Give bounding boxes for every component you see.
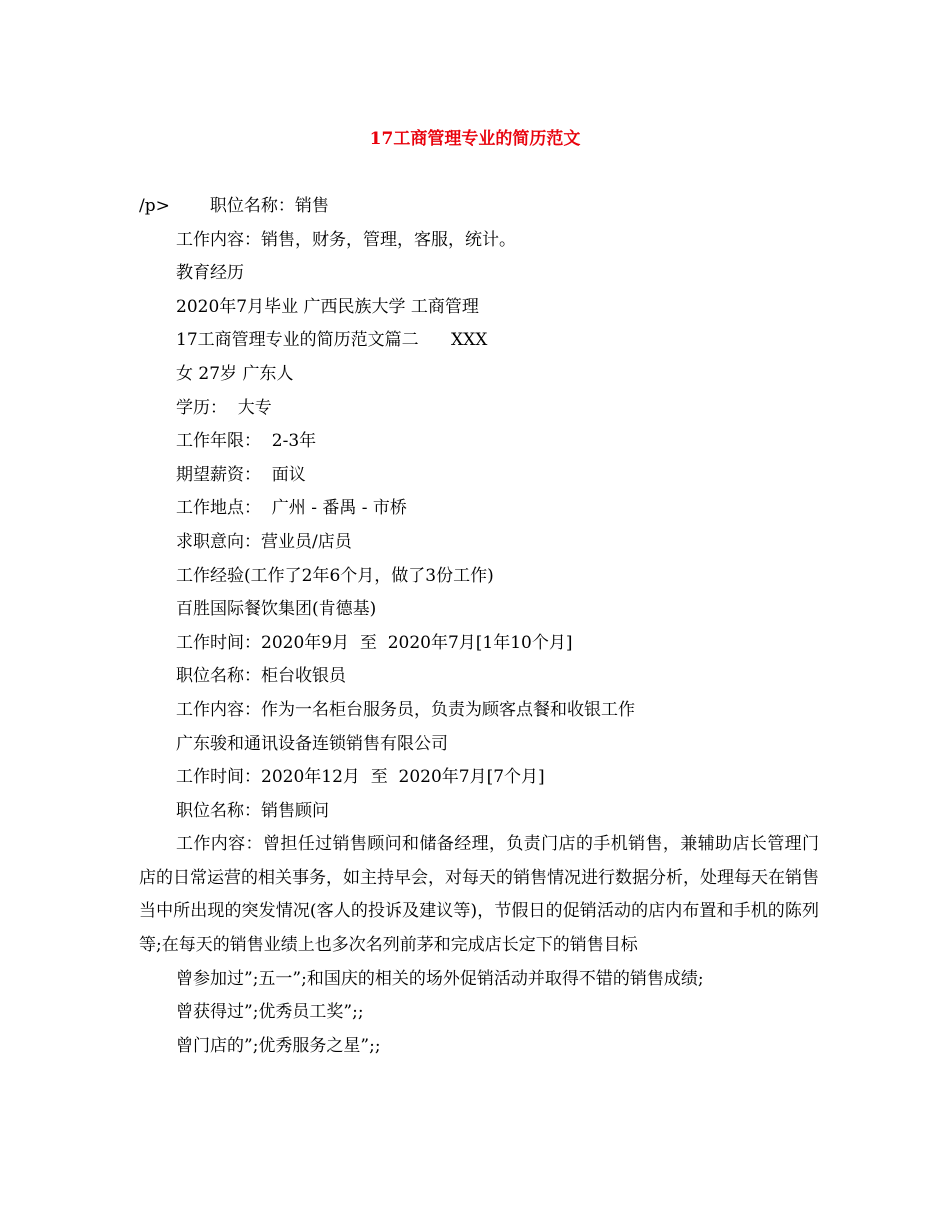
body-line: 职位名称：销售顾问 (176, 800, 329, 821)
body-line: 曾门店的”;优秀服务之星”;; (176, 1035, 381, 1056)
body-paragraph: 工作内容：曾担任过销售顾问和储备经理，负责门店的手机销售，兼辅助店长管理门店的日常运营的相关事务，如主持早会，对每天的销售情况进行数据分析，处理每天在销售当中所出现的突发情况(客人的投诉及建议等)，节假日的促销活动的店内布置和手机的陈列等;在每天的销售业绩上也多次名列前茅和完成店长定下的销售目标 (139, 834, 819, 956)
body-line: 工作经验(工作了2年6个月，做了3份工作) (176, 565, 494, 586)
body-line: 广东骏和通讯设备连锁销售有限公司 (176, 733, 448, 754)
body-line: 工作地点： 广州 - 番禺 - 市桥 (176, 498, 407, 519)
stray-tag-text: /p> (139, 196, 170, 216)
body-line: 工作内容：作为一名柜台服务员，负责为顾客点餐和收银工作 (176, 699, 635, 720)
body-line: 工作年限： 2-3年 (176, 431, 317, 452)
body-line: 期望薪资： 面议 (176, 464, 306, 485)
body-line: 百胜国际餐饮集团(肯德基) (176, 599, 377, 620)
document-title: 17工商管理专业的简历范文 (369, 129, 581, 149)
body-line: 学历： 大专 (176, 397, 272, 418)
body-line: 工作时间：2020年12月 至 2020年7月[7个月] (176, 767, 545, 788)
body-line: 17工商管理专业的简历范文篇二 XXX (176, 330, 488, 351)
body-line: 女 27岁 广东人 (176, 363, 294, 384)
body-line: 工作内容：销售，财务，管理，客服，统计。 (176, 229, 516, 250)
job-title-line: 职位名称：销售 (209, 196, 329, 216)
document-body (139, 190, 819, 1063)
body-line: 工作时间：2020年9月 至 2020年7月[1年10个月] (176, 632, 573, 653)
section-heading-education: 教育经历 (176, 263, 244, 284)
body-line: 曾参加过”;五一”;和国庆的相关的场外促销活动并取得不错的销售成绩; (176, 968, 704, 989)
body-line: 职位名称：柜台收银员 (176, 666, 346, 687)
body-line: 曾获得过”;优秀员工奖”;; (176, 1002, 364, 1023)
first-line (139, 190, 819, 224)
body-line: 2020年7月毕业 广西民族大学 工商管理 (176, 296, 479, 317)
body-line: 求职意向：营业员/店员 (176, 531, 352, 552)
